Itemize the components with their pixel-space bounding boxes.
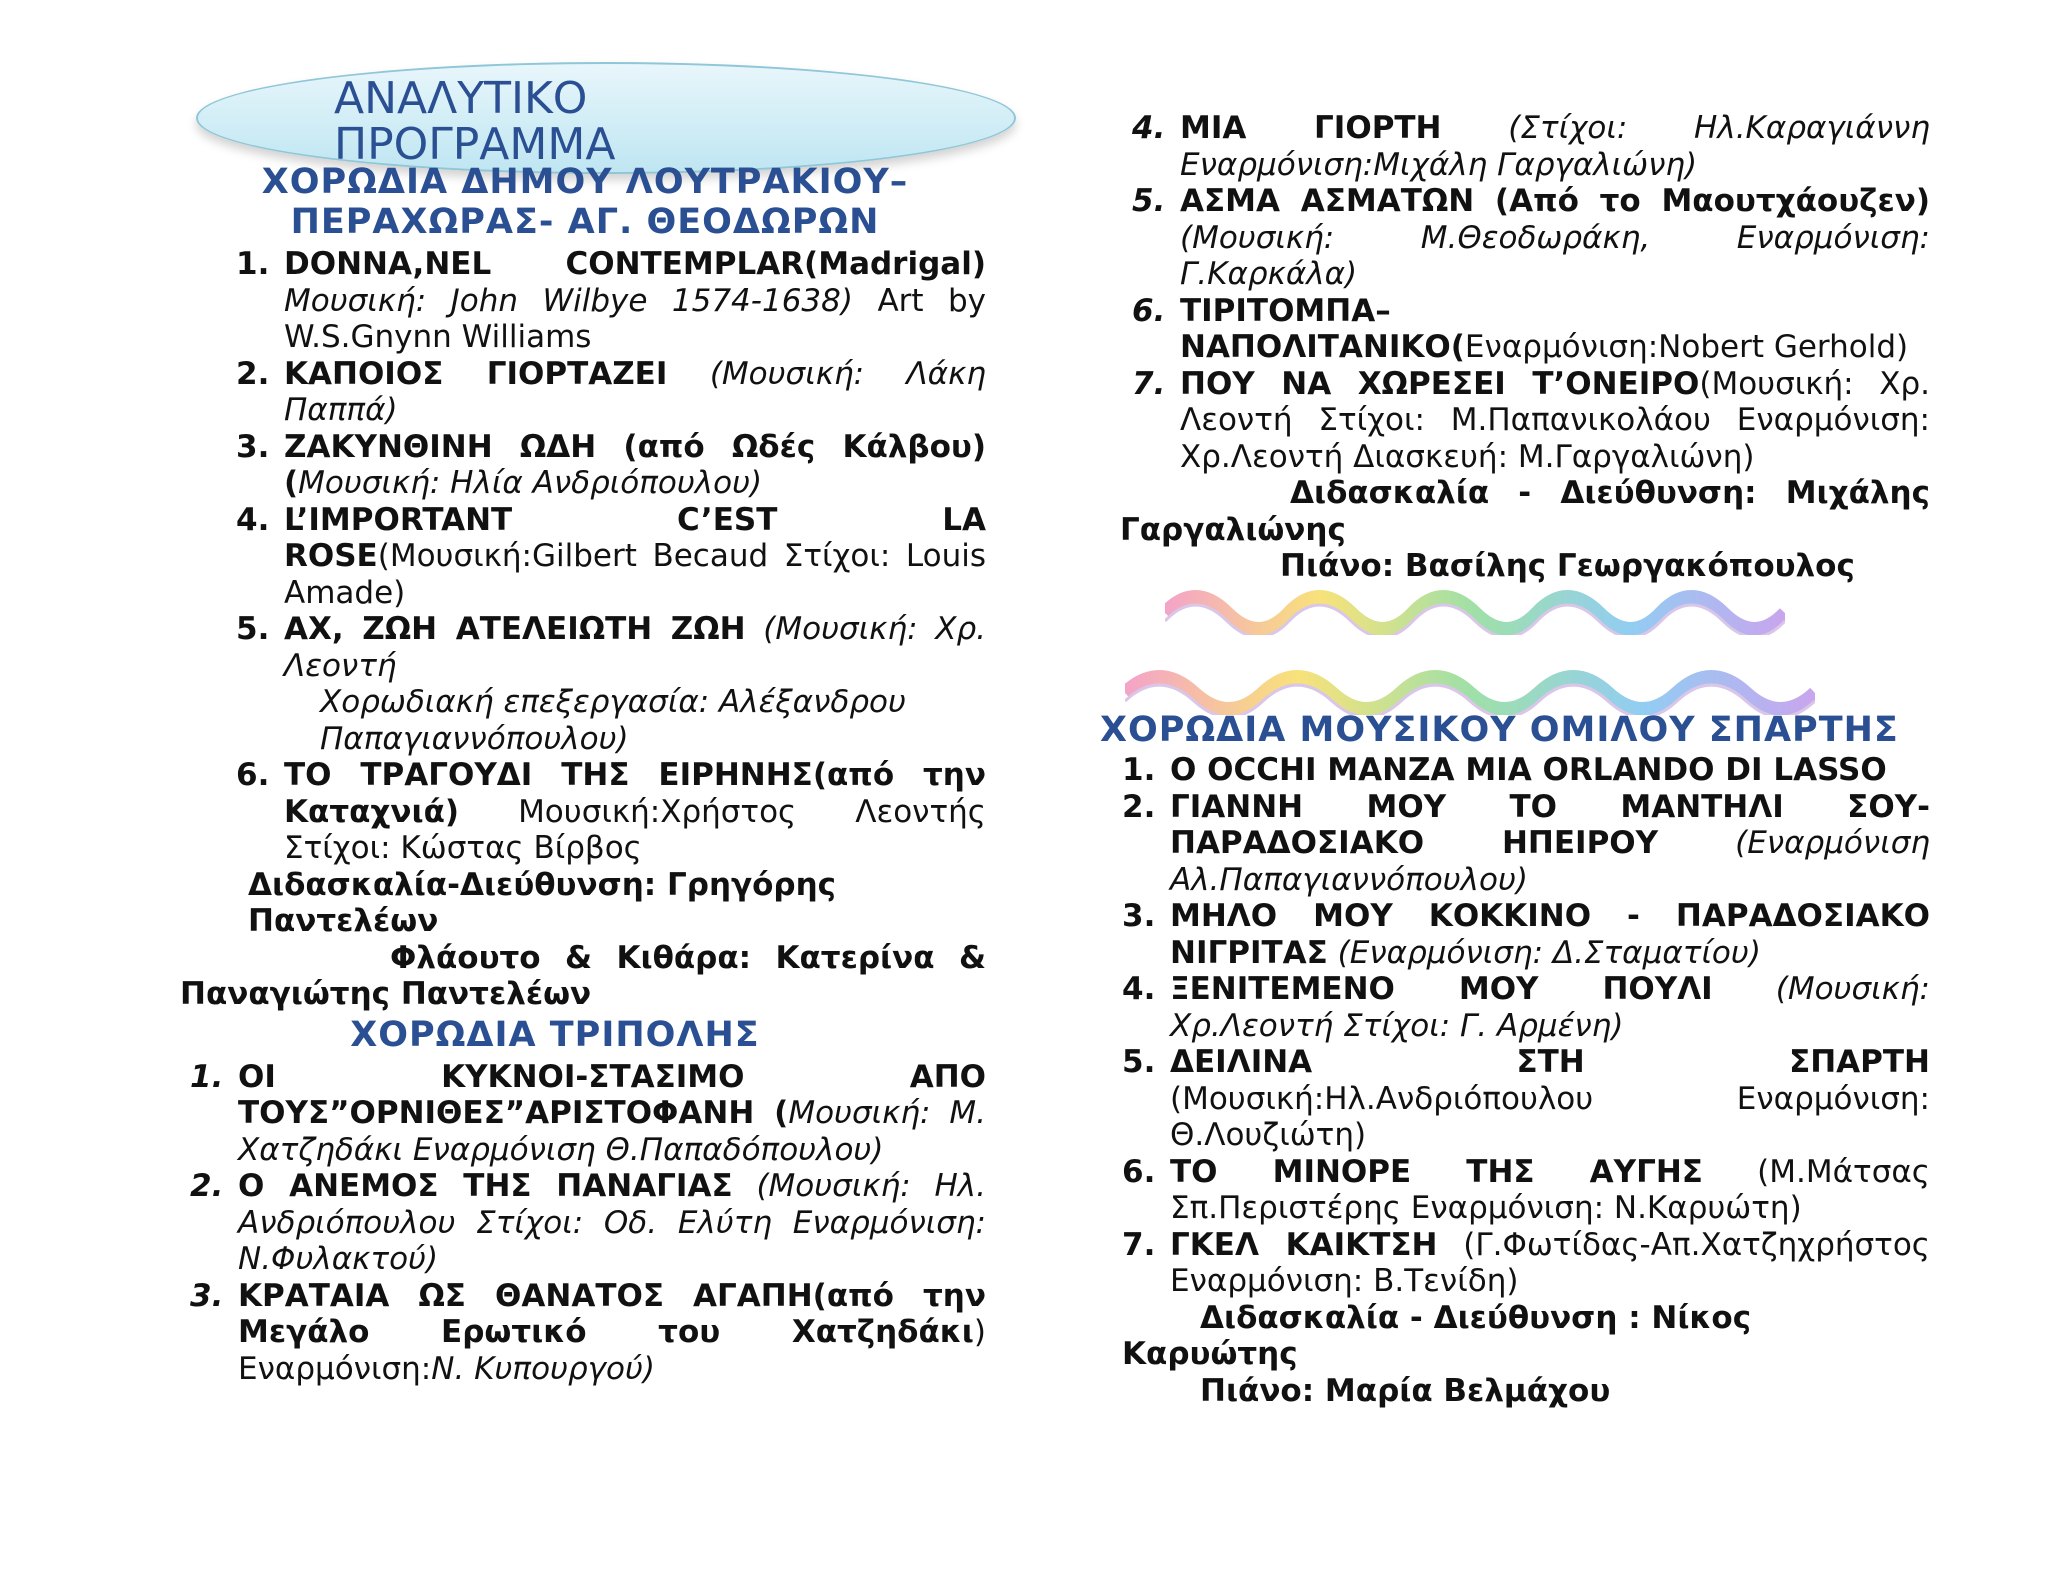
right-column [1120, 110, 1930, 585]
loutraki-list [236, 246, 986, 684]
list-item: 3. ΚΡΑΤΑΙΑ ΩΣ ΘΑΝΑΤΟΣ ΑΓΑΠΗ(από την Μεγάλο Ερωτικό του Χατζηδάκι) Εναρμόνιση:Ν. Κυπουργού) [190, 1277, 986, 1387]
loutraki-list-cont [236, 757, 986, 867]
list-item: 1. O OCCHI MANZA MIA ORLANDO DI LASSO [1122, 752, 1887, 788]
sparti-section [1100, 710, 1930, 1409]
loutraki-heading: ΧΟΡΩΔΙΑ ΔΗΜΟΥ ΛΟΥΤΡΑΚΙΟΥ– ΠΕΡΑΧΩΡΑΣ- ΑΓ. ΘΕΟΔΩΡΩΝ [261, 162, 909, 242]
loutraki-director: Διδασκαλία-Διεύθυνση: Γρηγόρης Παντελέων [248, 866, 837, 939]
list-item: 5. ΑΧ, ΖΩΗ ΑΤΕΛΕΙΩΤΗ ΖΩΗ (Μουσική: Χρ. Λεοντή [236, 611, 987, 684]
list-item: 5. ΑΣΜΑ ΑΣΜΑΤΩΝ (Από το Μαουτχάουζεν) (Μουσική: Μ.Θεοδωράκη, Εναρμόνιση: Γ.Καρκάλα) [1132, 183, 1930, 292]
list-item: 6. ΤΟ ΤΡΑΓΟΥΔΙ ΤΗΣ ΕΙΡΗΝΗΣ(από την Καταχνιά) Μουσική:Χρήστος Λεοντής Στίχοι: Κώστας Βίρβος [236, 757, 986, 866]
tripoli-director: Διδασκαλία - Διεύθυνση: Μιχάλης Γαργαλιώνης [1120, 475, 1930, 548]
list-item: 5. ΔΕΙΛΙΝΑ ΣΤΗ ΣΠΑΡΤΗ (Μουσική:Ηλ.Ανδριόπουλου Εναρμόνιση: Θ.Λουζιώτη) [1122, 1044, 1930, 1153]
music-ribbon-decoration [1165, 583, 1785, 635]
sparti-piano: Πιάνο: Μαρία Βελμάχου [1200, 1372, 1611, 1409]
list-item: 6. ΤΙΡΙΤΟΜΠΑ– ΝΑΠΟΛΙΤΑΝΙΚΟ(Εναρμόνιση:Nobert Gerhold) [1132, 292, 1909, 365]
banner-title: ΑΝΑΛΥΤΙΚΟ ΠΡΟΓΡΑΜΜΑ [334, 73, 616, 170]
list-item: 2. ΓΙΑΝΝΗ ΜΟΥ ΤΟ ΜΑΝΤΗΛΙ ΣΟΥ- ΠΑΡΑΔΟΣΙΑΚΟ ΗΠΕΙΡΟΥ (Εναρμόνιση Αλ.Παπαγιαννόπουλου) [1122, 788, 1930, 898]
list-item: 3. ΖΑΚΥΝΘΙΝΗ ΩΔΗ (από Ωδές Κάλβου) (Μουσική: Ηλία Ανδριόπουλου) [236, 428, 986, 501]
list-item: 4. ΜΙΑ ΓΙΟΡΤΗ (Στίχοι: Ηλ.Καραγιάννη Εναρμόνιση:Μιχάλη Γαργαλιώνη) [1132, 110, 1930, 183]
list-item: 4. L’IMPORTANT C’EST LA ROSE(Μουσική:Gilbert Becaud Στίχοι: Louis Amade) [236, 501, 986, 611]
list-item: 2. Ο ΑΝΕΜΟΣ ΤΗΣ ΠΑΝΑΓΙΑΣ (Μουσική: Ηλ. Ανδριόπουλου Στίχοι: Οδ. Ελύτη Εναρμόνιση: Ν.Φυλακτού) [190, 1168, 986, 1277]
list-item: 3. ΜΗΛΟ ΜΟΥ ΚΟΚΚΙΝΟ - ΠΑΡΑΔΟΣΙΑΚΟ ΝΙΓΡΙΤΑΣ (Εναρμόνιση: Δ.Σταματίου) [1122, 898, 1930, 971]
tripoli-list [190, 1059, 986, 1388]
list-item: 6. ΤΟ ΜΙΝΟΡΕ ΤΗΣ ΑΥΓΗΣ (Μ.Μάτσας Σπ.Περιστέρης Εναρμόνιση: Ν.Καρυώτη) [1122, 1153, 1930, 1226]
sparti-list [1122, 752, 1930, 1300]
list-item: 7. ΓΚΕΛ ΚΑΙΚΤΣΗ (Γ.Φωτίδας-Απ.Χατζηχρήστος Εναρμόνιση: Β.Τενίδη) [1122, 1226, 1931, 1299]
tripoli-piano: Πιάνο: Βασίλης Γεωργακόπουλος [1280, 548, 1855, 584]
list-item: 1. DONNA,NEL CONTEMPLAR(Madrigal) Μουσική: John Wilbye 1574-1638) Art by W.S.Gnynn Williams [236, 246, 987, 355]
list-item: 4. ΞΕΝΙΤΕΜΕΝΟ ΜΟΥ ΠΟΥΛΙ (Μουσική: Χρ.Λεοντή Στίχοι: Γ. Αρμένη) [1122, 971, 1930, 1044]
sparti-heading: ΧΟΡΩΔΙΑ ΜΟΥΣΙΚΟΥ ΟΜΙΛΟΥ ΣΠΑΡΤΗΣ [1100, 710, 1899, 750]
arrangement-note: Χορωδιακή επεξεργασία: Αλέξανδρου Παπαγιαννόπουλου) [320, 684, 906, 757]
sparti-director: Διδασκαλία - Διεύθυνση : Νίκος Καρυώτης [1122, 1299, 1752, 1372]
loutraki-instruments: Φλάουτο & Κιθάρα: Κατερίνα & Παναγιώτης Παντελέων [180, 939, 986, 1012]
tripoli-heading: ΧΟΡΩΔΙΑ ΤΡΙΠΟΛΗΣ [350, 1014, 760, 1055]
music-ribbon-decoration-2 [1125, 663, 1815, 715]
list-item: 2. ΚΑΠΟΙΟΣ ΓΙΟΡΤΑΖΕΙ (Μουσική: Λάκη Παππά) [236, 355, 987, 428]
tripoli-list-cont [1132, 110, 1930, 475]
list-item: 1. ΟΙ ΚΥΚΝΟΙ-ΣΤΑΣΙΜΟ ΑΠΟ ΤΟΥΣ”ΟΡΝΙΘΕΣ”ΑΡΙΣΤΟΦΑΝΗ (Μουσική: Μ. Χατζηδάκι Εναρμόνιση Θ.Παπαδόπουλου) [190, 1058, 987, 1168]
left-column [170, 162, 1000, 1387]
list-item: 7. ΠΟΥ ΝΑ ΧΩΡΕΣΕΙ Τ’ΟΝΕΙΡΟ(Μουσική: Χρ. Λεοντή Στίχοι: Μ.Παπανικολάου Εναρμόνιση: Χρ.Λεοντή Διασκευή: Μ.Γαργαλιώνη) [1132, 365, 1930, 475]
